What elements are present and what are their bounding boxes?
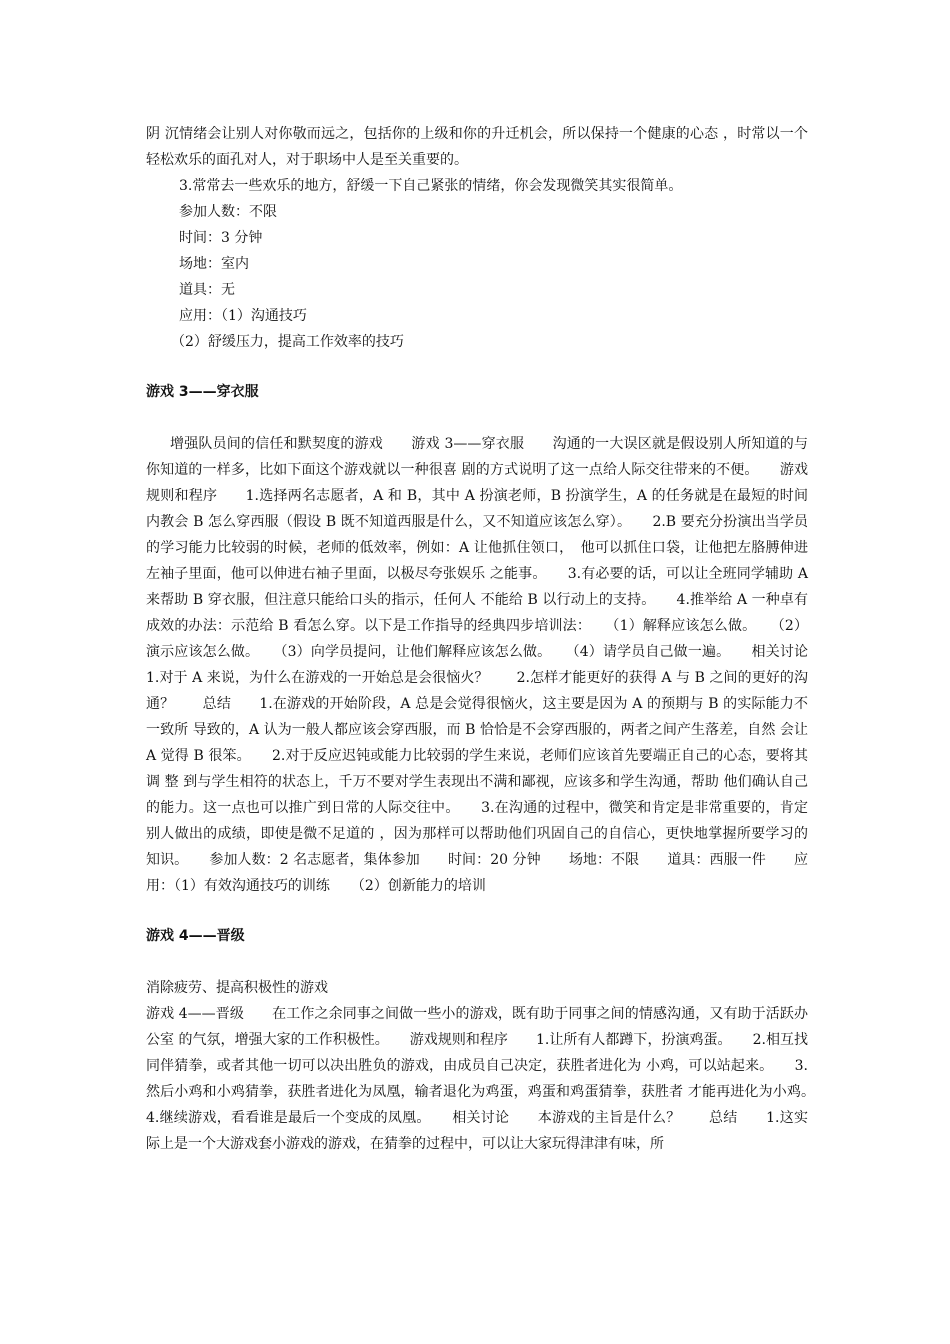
game3-body: 增强队员间的信任和默契度的游戏 游戏 3——穿衣服 沟通的一大误区就是假设别人所知道的与你知道的一样多，比如下面这个游戏就以一种很喜 剧的方式说明了这一点给人际交往带来的不便。 游戏规则和程序 1.选择两名志愿者，A 和 B，其中 A 扮演老师，B 扮演学生，A 的任务就是在最短的时间内教会 B 怎么穿西服（假设 B 既不知道西服是什么，又不知道应该怎么穿）。 2.B 要充分扮演出当学员的学习能力比较弱的时候，老师的低效率，例如：A 让他抓住领口， 他可以抓住口袋，让他把左胳膊伸进左袖子里面，他可以伸进右袖子里面，以极尽夸张娱乐 之能事。 3.有必要的话，可以让全班同学辅助 A 来帮助 B 穿衣服，但注意只能给口头的指示，任何人 不能给 B 以行动上的支持。 4.推举给 A 一种卓有成效的办法：示范给 B 看怎么穿。以下是工作指导的经典四步培训法： （1）解释应该怎么做。 （2）演示应该怎么做。 （3）向学员提问，让他们解释应该怎么做。 （4）请学员自己做一遍。 相关讨论 1.对于 A 来说，为什么在游戏的一开始总是会很恼火？ 2.怎样才能更好的获得 A 与 B 之间的更好的沟通？ 总结 1.在游戏的开始阶段，A 总是会觉得很恼火，这主要是因为 A 的预期与 B 的实际能力不一致所 导致的，A 认为一般人都应该会穿西服，而 B 恰恰是不会穿西服的，两者之间产生落差，自然 会让 A 觉得 B 很笨。 2.对于反应迟钝或能力比较弱的学生来说，老师们应该首先要端正自己的心态，要将其调 整 到与学生相符的状态上，千万不要对学生表现出不满和鄙视，应该多和学生沟通，帮助 他们确认自己的能力。这一点也可以推广到日常的人际交往中。 3.在沟通的过程中，微笑和肯定是非常重要的，肯定别人做出的成绩，即使是微不足道的 ，因为那样可以帮助他们巩固自己的自信心，更快地掌握所要学习的知识。 参加人数：2 名志愿者，集体参加 时间：20 分钟 场地：不限 道具：西服一件 应用：（1）有效沟通技巧的训练 （2）创新能力的培训: [146, 436, 836, 894]
intro-paragraph: 阴 沉情绪会让别人对你敬而远之，包括你的上级和你的升迁机会，所以保持一个健康的心态 ，时常以一个轻松欢乐的面孔对人，对于职场中人是至关重要的。: [146, 126, 808, 168]
section-heading-game3: 游戏 3——穿衣服: [146, 384, 259, 400]
document-body: [146, 121, 836, 1157]
detail-props: 道具：无: [179, 282, 235, 298]
section-heading-game4: 游戏 4——晋级: [146, 928, 245, 944]
spacer: [146, 899, 808, 923]
spacer: [146, 405, 808, 431]
spacer: [146, 355, 808, 379]
spacer: [146, 949, 808, 975]
game4-body: 游戏 4——晋级 在工作之余同事之间做一些小的游戏，既有助于同事之间的情感沟通，又有助于活跃办公室 的气氛，增强大家的工作积极性。 游戏规则和程序 1.让所有人都蹲下，扮演鸡蛋。 2.相互找同伴猜拳，或者其他一切可以决出胜负的游戏，由成员自己决定，获胜者进化为 小鸡，可以站起来。 3.然后小鸡和小鸡猜拳，获胜者进化为凤凰，输者退化为鸡蛋，鸡蛋和鸡蛋猜拳，获胜者 才能再进化为小鸡。 4.继续游戏，看看谁是最后一个变成的凤凰。 相关讨论 本游戏的主旨是什么？ 总结 1.这实际上是一个大游戏套小游戏的游戏，在猜拳的过程中，可以让大家玩得津津有味，所: [146, 1006, 836, 1152]
detail-participants: 参加人数：不限: [179, 204, 277, 220]
game4-subtitle: 消除疲劳、提高积极性的游戏: [146, 980, 328, 996]
detail-time: 时间：3 分钟: [179, 230, 263, 246]
detail-application-2: （2）舒缓压力，提高工作效率的技巧: [171, 334, 404, 350]
detail-venue: 场地：室内: [179, 256, 249, 272]
detail-application: 应用：（1）沟通技巧: [179, 308, 307, 324]
intro-tip-paragraph: 3.常常去一些欢乐的地方，舒缓一下自己紧张的情绪，你会发现微笑其实很简单。: [179, 178, 683, 194]
